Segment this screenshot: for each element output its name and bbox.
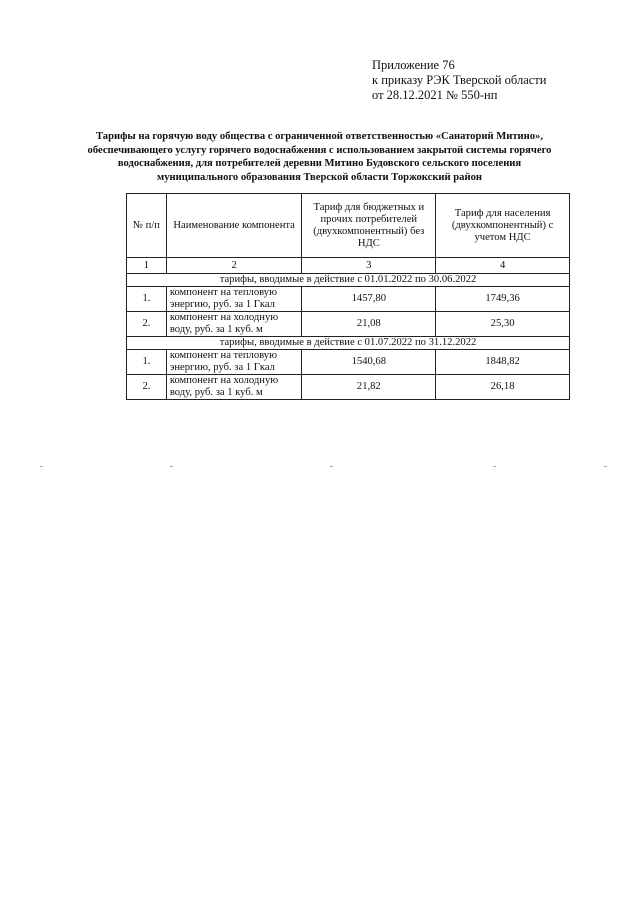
period-row-1 <box>127 274 570 287</box>
row-budget-tariff: 1457,80 <box>302 287 436 312</box>
table-header-row <box>127 194 570 258</box>
period-label: тарифы, вводимые в действие с 01.07.2022 по 31.12.2022 <box>127 337 570 350</box>
row-population-tariff: 1848,82 <box>436 350 570 375</box>
row-number: 2. <box>127 312 167 337</box>
header-budget-tariff: Тариф для бюджетных и прочих потребителей (двухкомпонентный) без НДС <box>302 194 436 258</box>
header-number: № п/п <box>127 194 167 258</box>
scan-speck <box>40 466 43 467</box>
row-population-tariff: 1749,36 <box>436 287 570 312</box>
row-population-tariff: 25,30 <box>436 312 570 337</box>
row-component-name: компонент на холодную воду, руб. за 1 куб. м <box>166 312 302 337</box>
scan-speck <box>493 466 496 467</box>
column-number-3: 3 <box>302 258 436 274</box>
row-budget-tariff: 21,08 <box>302 312 436 337</box>
appendix-block <box>372 58 546 103</box>
appendix-line-2: к приказу РЭК Тверской области <box>372 73 547 87</box>
column-numbers-row <box>127 258 570 274</box>
row-budget-tariff: 1540,68 <box>302 350 436 375</box>
scan-speck <box>170 466 173 467</box>
row-number: 1. <box>127 287 167 312</box>
row-number: 1. <box>127 350 167 375</box>
column-number-2: 2 <box>166 258 302 274</box>
row-component-name: компонент на тепловую энергию, руб. за 1 Гкал <box>166 350 302 375</box>
header-component-name: Наименование компонента <box>166 194 302 258</box>
appendix-line-3: от 28.12.2021 № 550-нп <box>372 88 498 102</box>
period-row-2 <box>127 337 570 350</box>
scan-speck <box>604 466 607 467</box>
table-row <box>127 312 570 337</box>
appendix-line-1: Приложение 76 <box>372 58 455 72</box>
row-component-name: компонент на холодную воду, руб. за 1 куб. м <box>166 375 302 400</box>
column-number-4: 4 <box>436 258 570 274</box>
scan-speck <box>330 466 333 467</box>
table-row <box>127 375 570 400</box>
row-number: 2. <box>127 375 167 400</box>
row-component-name: компонент на тепловую энергию, руб. за 1 Гкал <box>166 287 302 312</box>
document-title: Тарифы на горячую воду общества с ограниченной ответственностью «Санаторий Митино», обеспечивающего услугу горячего водоснабжения с использованием закрытой системы горячего водоснабжения, для потребителей деревни Митино Будовского сельского поселения муниципального образования Тверской области Торжокский район <box>87 131 552 183</box>
table-row <box>127 287 570 312</box>
row-budget-tariff: 21,82 <box>302 375 436 400</box>
row-population-tariff: 26,18 <box>436 375 570 400</box>
table-row <box>127 350 570 375</box>
period-label: тарифы, вводимые в действие с 01.01.2022 по 30.06.2022 <box>127 274 570 287</box>
header-population-tariff: Тариф для населения (двухкомпонентный) с учетом НДС <box>436 194 570 258</box>
tariff-table <box>126 193 570 400</box>
column-number-1: 1 <box>127 258 167 274</box>
